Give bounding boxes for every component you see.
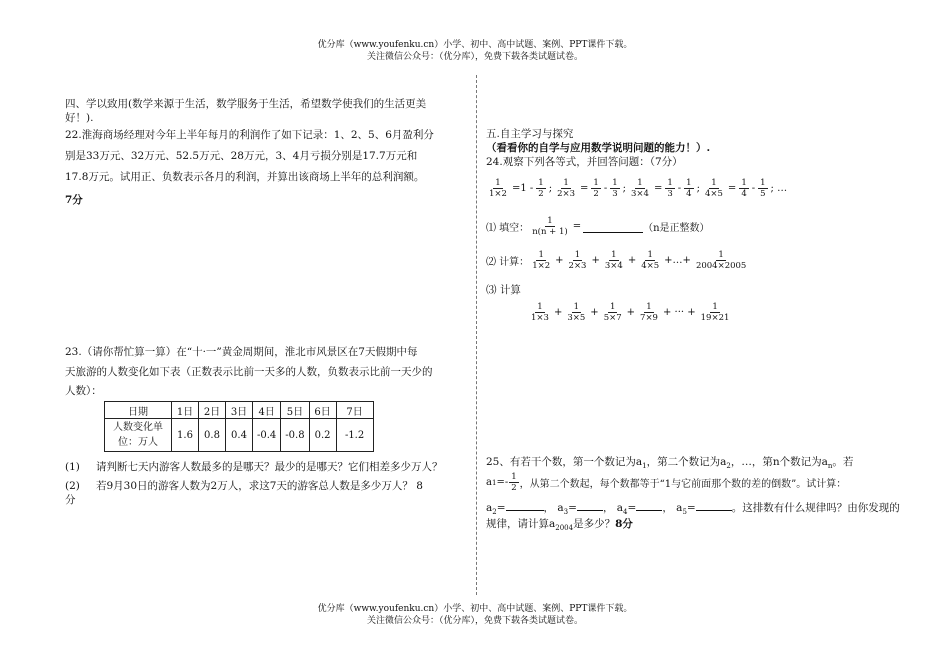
fraction: $\frac{1}{4\times 5}$ bbox=[641, 250, 660, 271]
operator: = bbox=[572, 221, 582, 232]
row-label-line2: 位：万人 bbox=[118, 437, 158, 448]
q22-line1: 22.淮海商场经理对今年上半年每月的利润作了如下记录：1、2、5、6月盈利分 bbox=[65, 129, 434, 141]
q24-part1 bbox=[486, 216, 710, 237]
fraction: $\frac{1}{2}$ bbox=[511, 472, 517, 493]
q24-part3 bbox=[528, 302, 732, 323]
q25-line2: a 1 =- $\frac{1}{2}$ ，从第二个数起，每个数都等于“1与它前面那个数的差的倒数”。试计算： bbox=[486, 472, 847, 493]
answer-blank[interactable] bbox=[636, 499, 662, 511]
page-header bbox=[0, 39, 950, 63]
operator: = bbox=[580, 183, 589, 194]
fraction: $\frac{1}{5\times 7}$ bbox=[603, 302, 622, 323]
fraction: $\frac{1}{4}$ bbox=[741, 178, 747, 199]
table-day: 2日 bbox=[199, 402, 226, 419]
plus-sign: + bbox=[553, 307, 563, 318]
q23-line3: 人数）： bbox=[65, 385, 102, 397]
table-value: -0.4 bbox=[253, 419, 281, 452]
table-row bbox=[105, 402, 374, 419]
separator: ; bbox=[548, 183, 553, 194]
q23-line1: 23.（请你帮忙算一算）在“十·一”黄金周期间，淮北市风景区在7天假期中每 bbox=[65, 346, 418, 358]
column-divider bbox=[476, 75, 477, 595]
fraction: $\frac{1}{1\times 2}$ bbox=[489, 178, 507, 199]
q23-part2: 若9月30日的游客人数为2万人，求这7天的游客总人数是多少万人？ 8 bbox=[96, 480, 423, 492]
part2-label: ⑵ 计算： bbox=[486, 257, 530, 268]
q24-observed-equations bbox=[486, 178, 789, 199]
fraction: $\frac{1}{19\times 21}$ bbox=[700, 302, 730, 323]
q24-title: 24.观察下列各等式，并回答问题：（7分） bbox=[486, 156, 683, 168]
q25-score: 8分 bbox=[615, 518, 633, 530]
operator: = bbox=[727, 183, 737, 194]
fraction: $\frac{1}{3}$ bbox=[667, 178, 673, 199]
q24-part2 bbox=[486, 250, 749, 271]
footer-line-2: 关注微信公众号：（优分库），免费下载各类试题试卷。 bbox=[366, 616, 583, 626]
fraction: $\frac{1}{4\times 5}$ bbox=[704, 178, 723, 199]
fraction: $\frac{1}{2}$ bbox=[538, 178, 544, 199]
table-value: 0.2 bbox=[309, 419, 336, 452]
section5-title: 五.自主学习与探究 bbox=[486, 128, 574, 140]
header-line-1: 优分库（www.youfenku.cn）小学、初中、高中试题、案例、PPT课件下载。 bbox=[317, 40, 633, 50]
q22-score: 7分 bbox=[65, 194, 83, 206]
part1-label: ⑴ 填空： bbox=[486, 223, 530, 234]
q22-line3: 17.8万元。试用正、负数表示各月的利润，并算出该商场上半年的总利润额。 bbox=[65, 171, 425, 183]
header-line-2: 关注微信公众号：（优分库），免费下载各类试题试卷。 bbox=[366, 52, 583, 62]
table-value: 0.8 bbox=[199, 419, 226, 452]
fraction: $\frac{1}{2}$ bbox=[593, 178, 599, 199]
fraction: $\frac{1}{2\times 3}$ bbox=[557, 178, 576, 199]
plus-sign: + bbox=[626, 307, 636, 318]
section4-title-line2: 好！). bbox=[65, 112, 94, 124]
table-day: 5日 bbox=[281, 402, 309, 419]
fraction: $\frac{1}{1\times 2}$ bbox=[532, 250, 551, 271]
fraction: $\frac{1}{3\times 5}$ bbox=[567, 302, 586, 323]
table-day: 7日 bbox=[336, 402, 373, 419]
operator: - bbox=[603, 183, 608, 194]
tourist-change-table bbox=[104, 401, 374, 452]
q25-line1: 25、有若干个数，第一个数记为$a_1$，第二个数记为$a_2$，…，第n个数记为$a_n$。若 bbox=[486, 456, 854, 471]
section4-title-line1: 四、学以致用(数学来源于生活，数学服务于生活，希望数学使我们的生活更美 bbox=[65, 98, 427, 110]
table-day: 6日 bbox=[309, 402, 336, 419]
separator: ; bbox=[622, 183, 627, 194]
operator: - bbox=[751, 183, 756, 194]
plus-sign: + bbox=[591, 255, 600, 266]
q25-rule-text: ，从第二个数起，每个数都等于“1与它前面那个数的差的倒数”。试计算： bbox=[519, 479, 847, 490]
answer-blank[interactable] bbox=[696, 499, 732, 511]
ellipsis: +…+ bbox=[664, 255, 691, 266]
separator: ; bbox=[696, 183, 700, 194]
answer-blank[interactable] bbox=[577, 499, 603, 511]
plus-sign: + bbox=[590, 307, 599, 318]
q25-line3: $a_2=$ ， $a_3=$ ， $a_4=$ ， $a_5=$ 。这排数有什么规律吗？由你发现的 bbox=[486, 499, 900, 519]
plus-sign: + bbox=[627, 255, 637, 266]
page-footer bbox=[0, 603, 950, 627]
fraction: $\frac{1}{1\times 3}$ bbox=[531, 302, 549, 323]
part3-label: ⑶ 计算 bbox=[486, 284, 521, 296]
operator: =1 - bbox=[511, 183, 534, 194]
q23-part1-num: (1) bbox=[65, 461, 80, 473]
separator: ; … bbox=[770, 183, 788, 194]
table-value: -0.8 bbox=[281, 419, 309, 452]
q23-line2: 天旅游的人数变化如下表（正数表示比前一天多的人数，负数表示比前一天少的 bbox=[65, 366, 433, 378]
table-value: 1.6 bbox=[172, 419, 199, 452]
table-day: 1日 bbox=[172, 402, 199, 419]
operator: = bbox=[653, 183, 663, 194]
answer-blank[interactable] bbox=[506, 499, 544, 511]
fraction: $\frac{1}{3\times 4}$ bbox=[631, 178, 649, 199]
footer-line-1: 优分库（www.youfenku.cn）小学、初中、高中试题、案例、PPT课件下载。 bbox=[317, 604, 633, 614]
q23-part2-num: (2) bbox=[65, 480, 80, 492]
fraction: $\frac{1}{7\times 9}$ bbox=[640, 302, 658, 323]
q23-part2-cont: 分 bbox=[65, 494, 76, 506]
q23-part1: 请判断七天内游客人数最多的是哪天？最少的是哪天？它们相差多少万人？ bbox=[96, 461, 443, 473]
table-day: 3日 bbox=[226, 402, 253, 419]
operator: =- bbox=[496, 477, 509, 488]
table-head-label: 日期 bbox=[105, 402, 172, 419]
fraction: $\frac{1}{3}$ bbox=[612, 178, 618, 199]
table-value: 0.4 bbox=[226, 419, 253, 452]
operator: - bbox=[677, 183, 682, 194]
q22-line2: 别是33万元、32万元、52.5万元、28万元，3、4月亏损分别是17.7万元和 bbox=[65, 150, 418, 162]
table-row bbox=[105, 419, 374, 452]
fraction: $\frac{1}{4}$ bbox=[686, 178, 692, 199]
answer-blank[interactable] bbox=[583, 221, 643, 233]
table-value: -1.2 bbox=[336, 419, 373, 452]
plus-sign: + bbox=[555, 255, 564, 266]
fraction: $\frac{1}{5}$ bbox=[760, 178, 766, 199]
fraction: $\frac{1}{2004\times 2005}$ bbox=[695, 250, 747, 271]
var-a: a bbox=[486, 477, 492, 488]
fraction: $\frac{1}{2\times 3}$ bbox=[568, 250, 587, 271]
part1-note: （n是正整数） bbox=[643, 223, 710, 234]
table-row-label bbox=[105, 419, 172, 452]
fraction: $\frac{1}{n(n + 1)}$ bbox=[532, 216, 568, 237]
q25-line4: 规律，请计算$a_{2004}$是多少？8分 bbox=[486, 518, 633, 533]
ellipsis: + ··· + bbox=[662, 307, 696, 318]
fraction: $\frac{1}{3\times 4}$ bbox=[604, 250, 623, 271]
table-day: 4日 bbox=[253, 402, 281, 419]
row-label-line1: 人数变化单 bbox=[113, 422, 163, 433]
section5-note: （看看你的自学与应用数学说明问题的能力！）. bbox=[486, 142, 711, 154]
